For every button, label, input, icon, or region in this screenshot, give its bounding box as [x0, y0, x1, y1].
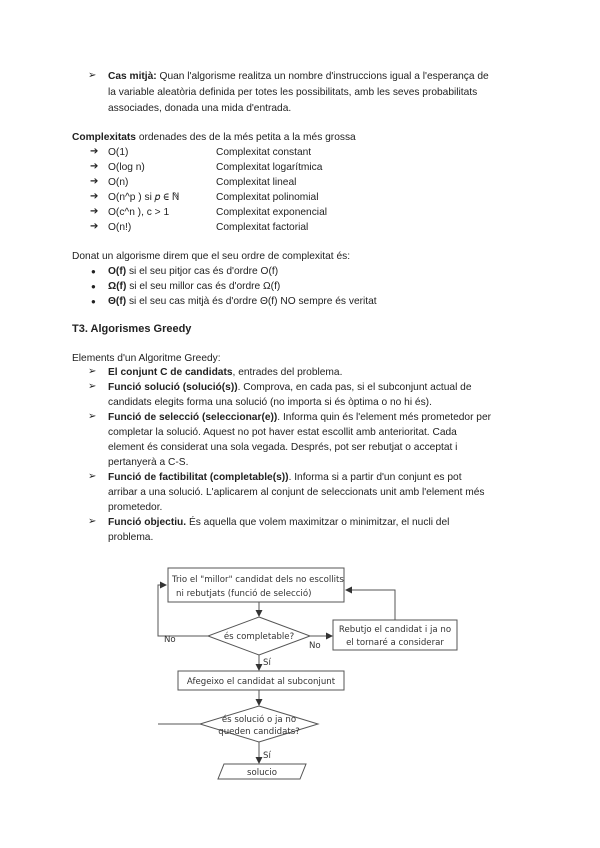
- complexity-name: Complexitat exponencial: [216, 207, 327, 218]
- complexity-arrow: ➔: [90, 206, 99, 217]
- add-text: Afegeixo el candidat al subconjunt: [186, 677, 336, 687]
- order-item-term: O(f): [108, 266, 127, 277]
- complexity-arrow: ➔: [90, 221, 99, 232]
- order-item-text: si el seu cas mitjà és d'ordre Θ(f) NO sempre és veritat: [126, 296, 377, 307]
- complexity-arrow: ➔: [90, 176, 99, 187]
- complexities-heading-bold: Complexitats: [72, 132, 136, 143]
- complexity-arrow: ➔: [90, 161, 99, 172]
- complexity-notation: O(log n): [108, 162, 145, 173]
- complexity-name: Complexitat logarítmica: [216, 162, 323, 173]
- complexity-name: Complexitat lineal: [216, 177, 297, 188]
- greedy-item-3-line-2: completar la solució. Aquest no pot haver estat escollit amb anterioritat. Cada: [108, 427, 457, 438]
- complexity-arrow: ➔: [90, 191, 99, 202]
- bullet-dot: ●: [91, 267, 96, 276]
- greedy-item-3-line-3: element és considerat una sola vegada. Després, pot ser rebutjat o acceptat i: [108, 442, 458, 453]
- greedy-item-2-term: Funció solució (solució(s)): [108, 382, 238, 393]
- greedy-item-3-term: Funció de selecció (seleccionar(e)): [108, 412, 278, 423]
- reject-text-2: el tornaré a considerar: [346, 638, 444, 648]
- order-item-term: Θ(f): [108, 296, 127, 307]
- yes-label-1: Sí: [263, 658, 271, 668]
- yes-label-2: Sí: [263, 751, 271, 761]
- greedy-item-2-text: . Comprova, en cada pas, si el subconjunt actual de: [237, 382, 472, 393]
- decision2-text-1: és solució o ja no: [221, 715, 297, 725]
- cas-mitja-line-2: la variable aleatòria definida per totes les possibilitats, amb les seves probabilitats: [108, 87, 478, 98]
- greedy-item-3-line-4: pertanyerà a C-S.: [108, 457, 189, 468]
- complexity-notation: O(n!): [108, 222, 132, 233]
- cas-mitja-text: Quan l'algorisme realitza un nombre d'instruccions igual a l'esperança de: [156, 71, 489, 82]
- greedy-item-5-term: Funció objectiu.: [108, 517, 187, 528]
- select-text-1: Trio el "millor" candidat dels no escollits: [172, 575, 344, 585]
- bullet-marker: ➢: [88, 516, 97, 527]
- complexity-arrow: ➔: [90, 146, 99, 157]
- greedy-item-3-text: . Informa quin és l'element més prometedor per: [277, 412, 492, 423]
- greedy-item-2-line-2: candidats elegits forma una solució (no importa si és òptima o no hi és).: [108, 397, 432, 408]
- complexity-name: Complexitat factorial: [216, 222, 309, 233]
- greedy-item-5-line-2: problema.: [108, 532, 154, 543]
- bullet-marker: ➢: [88, 471, 97, 482]
- order-intro: Donat un algorisme direm que el seu ordre de complexitat és:: [72, 251, 351, 262]
- complexity-notation: O(n): [108, 177, 129, 188]
- cas-mitja-term: Cas mitjà:: [108, 71, 157, 82]
- greedy-item-1-term: El conjunt C de candidats: [108, 367, 233, 378]
- order-item-term: Ω(f): [108, 281, 127, 292]
- complexity-notation: O(c^n ), c > 1: [108, 207, 170, 218]
- select-text-2: ni rebutjats (funció de selecció): [176, 589, 312, 599]
- no-right-label: No: [309, 641, 321, 651]
- result-text: solucio: [247, 768, 277, 778]
- no-left-label: No: [164, 635, 176, 645]
- bullet-marker: ➢: [88, 70, 97, 81]
- complexity-notation: O(1): [108, 147, 129, 158]
- bullet-marker: ➢: [88, 411, 97, 422]
- complexity-name: Complexitat polinomial: [216, 192, 319, 203]
- bullet-dot: ●: [91, 297, 96, 306]
- greedy-item-4-term: Funció de factibilitat (completable(s)): [108, 472, 289, 483]
- reject-text-1: Rebutjo el candidat i ja no: [338, 625, 452, 635]
- complexity-notation: O(n^p ) si 𝑝 ∈ ℕ: [108, 192, 180, 203]
- order-item-text: si el seu pitjor cas és d'ordre O(f): [126, 266, 279, 277]
- greedy-intro: Elements d'un Algoritme Greedy:: [72, 353, 221, 364]
- greedy-item-4-line-2: arribar a una solució. L'aplicarem al conjunt de seleccionats unit amb l'element més: [108, 487, 485, 498]
- greedy-item-1-text: , entrades del problema.: [232, 367, 343, 378]
- complexities-heading-rest: ordenades des de la més petita a la més grossa: [135, 132, 356, 143]
- complexity-name: Complexitat constant: [216, 147, 312, 158]
- greedy-item-4-line-3: prometedor.: [108, 502, 163, 513]
- decision2-text-2: queden candidats?: [218, 727, 300, 737]
- greedy-item-4-text: . Informa si a partir d'un conjunt es pot: [288, 472, 462, 483]
- decision1-text: és completable?: [223, 632, 295, 642]
- cas-mitja-line-3: associades, donada una mida d'entrada.: [108, 103, 292, 114]
- order-item-text: si el seu millor cas és d'ordre Ω(f): [126, 281, 281, 292]
- section-title: T3. Algorismes Greedy: [72, 323, 192, 335]
- bullet-marker: ➢: [88, 381, 97, 392]
- bullet-marker: ➢: [88, 366, 97, 377]
- bullet-dot: ●: [91, 282, 96, 291]
- greedy-item-5-text: És aquella que volem maximitzar o minimitzar, el nucli del: [186, 517, 450, 528]
